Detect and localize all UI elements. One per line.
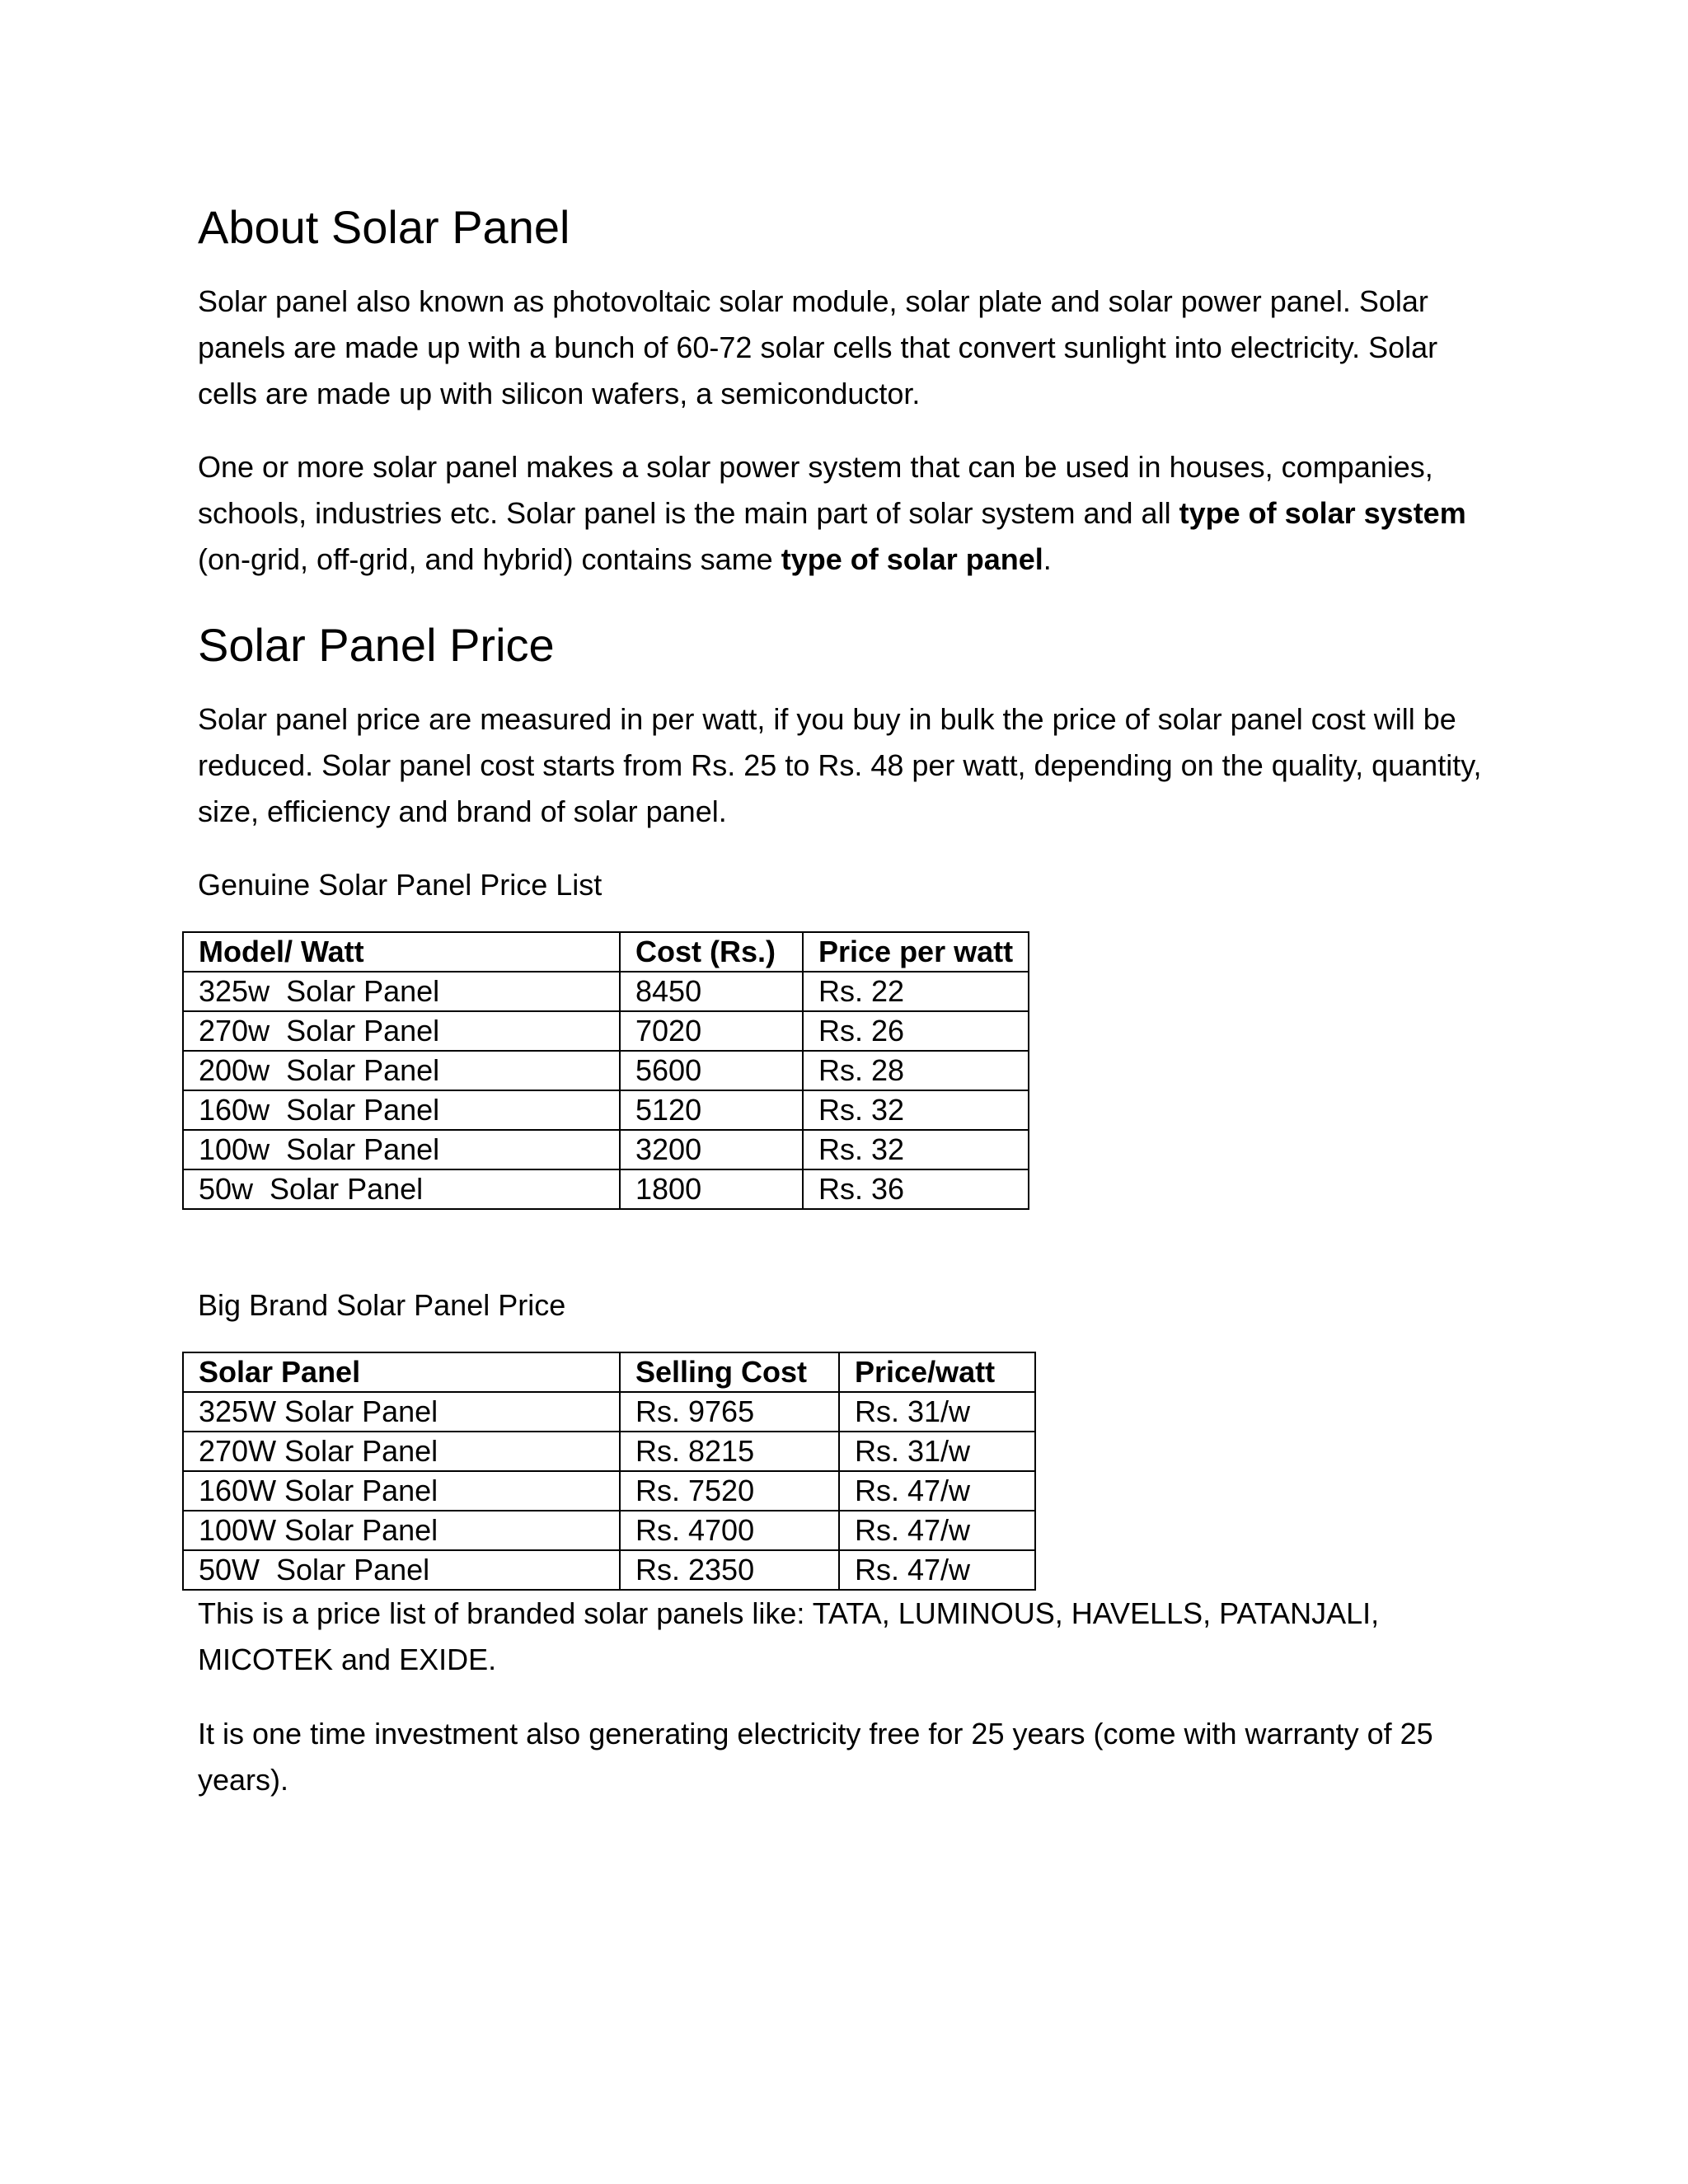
- table-cell: Rs. 36: [803, 1169, 1029, 1209]
- table-row: [183, 1090, 1029, 1130]
- table-cell: 3200: [620, 1130, 803, 1169]
- table-row: [183, 1169, 1029, 1209]
- table-header-cell: Selling Cost: [620, 1352, 839, 1392]
- table-cell: Rs. 9765: [620, 1392, 839, 1432]
- table-cell: Rs. 31/w: [839, 1392, 1035, 1432]
- paragraph-about-2-text-b: (on-grid, off-grid, and hybrid) contains same: [198, 542, 781, 576]
- table-cell: 270W Solar Panel: [183, 1432, 620, 1471]
- heading-about-solar-panel: About Solar Panel: [198, 201, 570, 253]
- paragraph-investment: It is one time investment also generating electricity free for 25 years (come with warranty of 25 years).: [198, 1717, 1433, 1797]
- paragraph-about-2-text-a: One or more solar panel makes a solar power system that can be used in houses, companies, schools, industries etc. Solar panel is the main part of solar system and all: [198, 450, 1433, 530]
- table-cell: 50W Solar Panel: [183, 1550, 620, 1590]
- brand-price-table: [182, 1352, 1036, 1591]
- table-cell: 270w Solar Panel: [183, 1011, 620, 1051]
- table-row: [183, 1130, 1029, 1169]
- table-header-cell: Model/ Watt: [183, 932, 620, 972]
- table-cell: 1800: [620, 1169, 803, 1209]
- table-row: [183, 1392, 1035, 1432]
- caption-genuine-price-list: Genuine Solar Panel Price List: [198, 868, 603, 902]
- paragraph-brands: This is a price list of branded solar panels like: TATA, LUMINOUS, HAVELLS, PATANJALI, MICOTEK and EXIDE.: [198, 1596, 1380, 1676]
- table-cell: Rs. 7520: [620, 1471, 839, 1511]
- table-cell: 100W Solar Panel: [183, 1511, 620, 1550]
- table-header-cell: Price/watt: [839, 1352, 1035, 1392]
- table-cell: Rs. 2350: [620, 1550, 839, 1590]
- table-cell: 50w Solar Panel: [183, 1169, 620, 1209]
- table-cell: Rs. 4700: [620, 1511, 839, 1550]
- table-header-cell: Cost (Rs.): [620, 932, 803, 972]
- caption-big-brand-price: Big Brand Solar Panel Price: [198, 1288, 566, 1322]
- table-cell: Rs. 32: [803, 1090, 1029, 1130]
- table-header-cell: Price per watt: [803, 932, 1029, 972]
- table-cell: Rs. 32: [803, 1130, 1029, 1169]
- table-cell: 5120: [620, 1090, 803, 1130]
- bold-type-of-solar-system: type of solar system: [1179, 496, 1466, 530]
- table-row: [183, 1432, 1035, 1471]
- table-cell: Rs. 47/w: [839, 1550, 1035, 1590]
- table-row: [183, 972, 1029, 1011]
- table-cell: Rs. 22: [803, 972, 1029, 1011]
- table-cell: 5600: [620, 1051, 803, 1090]
- paragraph-price: Solar panel price are measured in per watt, if you buy in bulk the price of solar panel cost will be reduced. Solar panel cost starts from Rs. 25 to Rs. 48 per watt, depending on the quality, quantity, size, efficiency and brand of solar panel.: [198, 702, 1482, 828]
- paragraph-about-1: Solar panel also known as photovoltaic solar module, solar plate and solar power panel. Solar panels are made up with a bunch of 60-72 solar cells that convert sunlight into electricity. Solar cells are made up with silicon wafers, a semiconductor.: [198, 284, 1438, 410]
- paragraph-about-2: [198, 444, 1500, 583]
- paragraph-about-2-text-c: .: [1043, 542, 1052, 576]
- table-row: [183, 1511, 1035, 1550]
- table-header-row: [183, 1352, 1035, 1392]
- table-header-cell: Solar Panel: [183, 1352, 620, 1392]
- table-cell: 325w Solar Panel: [183, 972, 620, 1011]
- table-cell: Rs. 47/w: [839, 1471, 1035, 1511]
- table-row: [183, 1051, 1029, 1090]
- table-cell: 160W Solar Panel: [183, 1471, 620, 1511]
- table-cell: Rs. 31/w: [839, 1432, 1035, 1471]
- table-cell: 200w Solar Panel: [183, 1051, 620, 1090]
- table-row: [183, 1471, 1035, 1511]
- table-header-row: [183, 932, 1029, 972]
- table-cell: 160w Solar Panel: [183, 1090, 620, 1130]
- table-cell: Rs. 26: [803, 1011, 1029, 1051]
- genuine-price-table: [182, 931, 1029, 1210]
- table-cell: 7020: [620, 1011, 803, 1051]
- heading-solar-panel-price: Solar Panel Price: [198, 619, 555, 671]
- table-cell: Rs. 8215: [620, 1432, 839, 1471]
- table-cell: 8450: [620, 972, 803, 1011]
- document-content: [198, 198, 1500, 1803]
- table-cell: Rs. 47/w: [839, 1511, 1035, 1550]
- table-cell: 100w Solar Panel: [183, 1130, 620, 1169]
- table-row: [183, 1550, 1035, 1590]
- table-cell: Rs. 28: [803, 1051, 1029, 1090]
- bold-type-of-solar-panel: type of solar panel: [781, 542, 1043, 576]
- table-row: [183, 1011, 1029, 1051]
- table-cell: 325W Solar Panel: [183, 1392, 620, 1432]
